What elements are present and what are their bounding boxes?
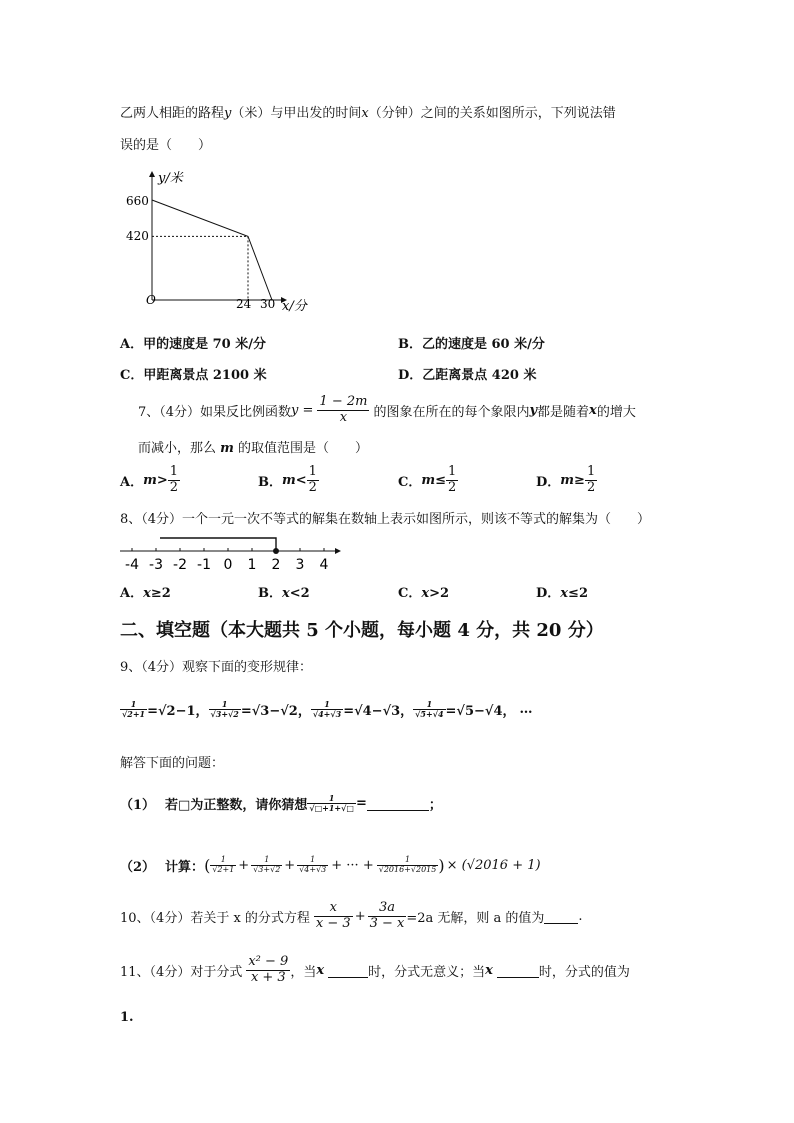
fraction-numerator: 1 xyxy=(251,856,282,866)
question-6-stem-line2: 误的是（ ） xyxy=(120,138,212,153)
fraction-numerator: 3a xyxy=(368,901,407,916)
fraction-denominator: √4+√3 xyxy=(299,864,327,874)
stem-text: 而减小，那么 xyxy=(138,441,221,456)
answer-blank[interactable] xyxy=(367,796,429,811)
answer-prompt: 解答下面的问题： xyxy=(120,756,225,771)
option-fraction xyxy=(168,465,180,495)
variable-y: y xyxy=(224,106,232,121)
sum-term-3 xyxy=(297,856,328,875)
ellipsis: … xyxy=(519,701,533,717)
equals-sign: = xyxy=(355,795,367,811)
number-line-label: -1 xyxy=(197,557,211,572)
fraction-denominator: √4+√3 xyxy=(312,708,342,719)
punctuation: ； xyxy=(428,797,442,813)
number-line-label: 4 xyxy=(319,557,329,572)
fraction-numerator: 1 xyxy=(209,700,241,710)
fraction-numerator: 1 xyxy=(413,700,445,710)
origin-label: O xyxy=(146,293,156,307)
number-line xyxy=(118,530,346,572)
variable-x: x xyxy=(361,106,369,121)
question-7-stem xyxy=(138,392,636,428)
option-var: m xyxy=(560,472,575,488)
question-8-stem: 8、（4分）一个一元一次不等式的解集在数轴上表示如图所示，则该不等式的解集为（ ） xyxy=(120,512,651,527)
plus-icon: + xyxy=(284,857,296,873)
fraction-denominator: √5+√4 xyxy=(415,708,444,719)
sub-label: （1） xyxy=(120,797,156,813)
option-relation: >2 xyxy=(429,586,450,601)
solution-bracket xyxy=(160,538,276,551)
variable-x: x xyxy=(316,962,325,978)
stem-text: 11、（4分）对于分式 xyxy=(120,964,243,980)
number-line-label: 3 xyxy=(295,557,305,572)
stem-text: 10、（4分）若关于 x 的分式方程 xyxy=(120,910,310,926)
option-fraction xyxy=(307,465,319,495)
pattern-rhs: =√3−√2， xyxy=(240,703,311,719)
number-line-label: 0 xyxy=(223,557,233,572)
fraction-denominator: 2 xyxy=(169,479,179,495)
option-relation: ≥2 xyxy=(150,586,171,601)
fraction-numerator: x xyxy=(314,901,353,916)
option-fraction xyxy=(585,465,597,495)
variable-x: x xyxy=(485,962,493,978)
fraction-numerator: 1 xyxy=(120,700,147,710)
sub-label: （2） xyxy=(120,859,156,875)
option-relation: < xyxy=(295,472,307,488)
fraction-denominator: √2016+√2015 xyxy=(378,864,437,874)
fraction-denominator: x + 3 xyxy=(250,969,286,985)
pattern-fraction-4 xyxy=(413,700,445,719)
number-line-label: -4 xyxy=(125,557,139,572)
fraction-numerator: 1 xyxy=(210,856,236,866)
series-line xyxy=(152,200,272,300)
sub-text: 计算： xyxy=(165,859,205,875)
option-var: x xyxy=(560,586,569,601)
q8-option-c xyxy=(398,582,449,601)
q9-pattern xyxy=(120,694,533,724)
fraction-denominator: √3+√2 xyxy=(210,708,239,719)
number-line-label: -3 xyxy=(149,557,163,572)
option-var: x xyxy=(143,586,151,601)
variable-x: x xyxy=(589,402,597,418)
stem-text: 的图象在所在的每个象限内 xyxy=(373,404,530,420)
punctuation: . xyxy=(578,908,583,924)
option-label: C． xyxy=(398,586,422,601)
fraction-numerator: 1 xyxy=(586,464,596,480)
stem-text: 时，分式的值为 xyxy=(538,964,630,980)
q8-option-a xyxy=(120,582,171,601)
stem-text: 乙两人相距的路程 xyxy=(120,106,225,121)
pattern-fraction-1 xyxy=(120,700,147,719)
option-var: x xyxy=(282,586,290,601)
option-relation: ≤ xyxy=(435,472,447,488)
option-label: D． xyxy=(536,474,561,490)
number-line-label: 1 xyxy=(247,557,257,572)
pattern-fraction-2 xyxy=(209,700,241,719)
q7-option-c xyxy=(398,462,458,498)
x-tick-24: 24 xyxy=(236,297,252,311)
option-label: A． xyxy=(120,586,144,601)
ellipsis: + ··· + xyxy=(331,857,374,873)
option-var: m xyxy=(421,472,436,488)
question-10 xyxy=(120,896,583,936)
stem-text: 时，分式无意义；当 xyxy=(368,964,486,980)
fraction-denominator: √2+1 xyxy=(212,864,235,874)
option-label: A． xyxy=(120,474,144,490)
q9-sub2 xyxy=(120,850,541,880)
stem-text: （米）与甲出发的时间 xyxy=(231,106,362,121)
fraction-numerator: 1 xyxy=(169,464,179,480)
option-label: C． xyxy=(398,474,422,490)
pattern-rhs: =√2−1， xyxy=(147,703,209,719)
function-fraction xyxy=(317,395,369,425)
stem-text: 的取值范围是（ ） xyxy=(233,441,369,456)
fraction-numerator: 1 xyxy=(311,700,343,710)
fraction-1 xyxy=(314,901,353,931)
fraction-numerator: 1 xyxy=(448,464,457,480)
pattern-rhs: =√4−√3， xyxy=(343,703,414,719)
variable-m: m xyxy=(220,441,234,456)
q7-option-d xyxy=(536,462,597,498)
stem-text: 7、（4分）如果反比例函数 xyxy=(138,404,292,420)
pattern-rhs: =√5−√4， xyxy=(445,703,516,719)
x-tick-30: 30 xyxy=(260,297,276,311)
option-fraction xyxy=(446,465,458,495)
question-11-line2: 1. xyxy=(120,1010,134,1025)
fraction-numerator: 1 xyxy=(307,794,356,804)
stem-text: 的增大 xyxy=(596,404,636,420)
y-tick-660: 660 xyxy=(126,194,149,208)
option-relation: <2 xyxy=(289,586,310,601)
fraction-denominator: √□+1+√□ xyxy=(309,802,354,813)
q8-option-d xyxy=(536,582,588,601)
sum-term-2 xyxy=(251,856,282,875)
option-b: B．乙的速度是 60 米/分 xyxy=(398,337,545,352)
answer-blank-1[interactable] xyxy=(328,963,368,978)
fraction-numerator: 1 xyxy=(308,464,317,480)
fraction-denominator: 2 xyxy=(586,479,596,495)
option-c: C．甲距离景点 2100 米 xyxy=(120,368,267,383)
stem-text: =2a 无解，则 a 的值为 xyxy=(406,910,545,926)
sub2-tail: × (√2016 + 1) xyxy=(446,857,541,873)
q9-sub1 xyxy=(120,788,442,818)
sub-text: 若□为正整数，请你猜想 xyxy=(165,797,308,813)
fraction-numerator: x² − 9 xyxy=(248,954,289,970)
solid-dot xyxy=(273,548,279,554)
option-label: D． xyxy=(536,586,561,601)
question-11 xyxy=(120,950,630,990)
q8-option-b xyxy=(258,582,310,601)
q11-fraction xyxy=(246,955,290,985)
fraction-denominator: x xyxy=(339,409,348,425)
pattern-fraction-3 xyxy=(311,700,343,719)
stem-text: 都是随着 xyxy=(537,404,590,420)
question-9-stem: 9、（4分）观察下面的变形规律： xyxy=(120,660,313,675)
answer-blank-2[interactable] xyxy=(497,963,539,978)
sum-term-1 xyxy=(210,856,236,875)
function-lhs: y = xyxy=(291,402,314,418)
answer-blank[interactable] xyxy=(544,909,578,924)
number-line-label: 2 xyxy=(271,557,281,572)
sum-term-last xyxy=(377,856,439,875)
stem-text: ，当 xyxy=(290,964,317,980)
distance-time-graph xyxy=(120,166,320,316)
fraction-denominator: √2+1 xyxy=(122,708,146,719)
stem-text: （分钟）之间的关系如图所示，下列说法错 xyxy=(368,106,616,121)
sub1-fraction xyxy=(307,794,356,813)
option-var: m xyxy=(143,472,157,488)
option-var: x xyxy=(421,586,430,601)
option-label: B． xyxy=(258,586,282,601)
fraction-denominator: √3+√2 xyxy=(253,864,281,874)
option-relation: > xyxy=(156,472,168,488)
option-relation: ≤2 xyxy=(568,586,588,601)
option-relation: ≥ xyxy=(574,472,585,488)
section-title: 二、填空题（本大题共 5 个小题，每小题 4 分，共 20 分） xyxy=(120,620,604,641)
option-d: D．乙距离景点 420 米 xyxy=(398,368,537,383)
fraction-denominator: 2 xyxy=(448,479,457,495)
option-var: m xyxy=(282,472,296,488)
fraction-numerator: 1 xyxy=(297,856,328,866)
q7-option-a xyxy=(120,462,180,498)
fraction-2 xyxy=(368,901,407,931)
q7-option-b xyxy=(258,462,319,498)
fraction-denominator: x − 3 xyxy=(315,915,351,931)
plus-sign: + xyxy=(354,908,366,924)
fraction-numerator: 1 − 2m xyxy=(319,394,368,410)
question-7-stem-line2 xyxy=(138,437,368,456)
question-6-stem xyxy=(120,102,616,121)
y-axis-label: y/米 xyxy=(158,171,183,186)
fraction-denominator: 2 xyxy=(308,479,317,495)
option-a: A．甲的速度是 70 米/分 xyxy=(120,337,266,352)
variable-y: y xyxy=(529,402,538,418)
close-paren-icon: ) xyxy=(438,855,445,875)
x-axis-label: x/分 xyxy=(282,299,307,314)
open-paren-icon: ( xyxy=(204,855,211,875)
number-line-label: -2 xyxy=(173,557,187,572)
fraction-denominator: 3 − x xyxy=(369,915,405,931)
plus-icon: + xyxy=(238,857,250,873)
option-label: B． xyxy=(258,474,282,490)
fraction-numerator: 1 xyxy=(377,856,439,866)
y-tick-420: 420 xyxy=(126,229,149,243)
